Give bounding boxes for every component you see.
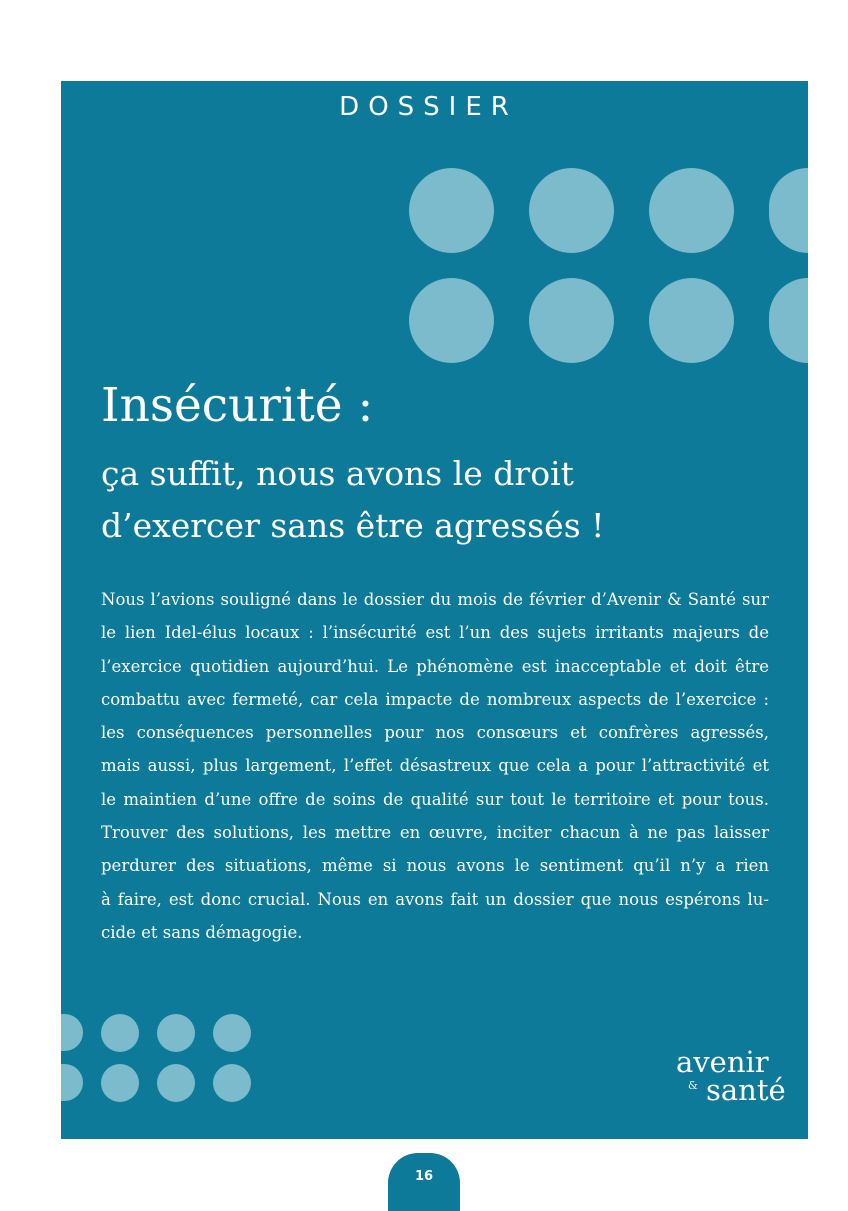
body-line: mais aussi, plus largement, l’effet désastreux que cela a pour l’attractivité et [101,756,769,776]
dot [529,278,614,363]
article-title: Insécurité : [101,378,374,433]
article-subtitle [101,448,604,552]
body-line: le maintien d’une offre de soins de qualité sur tout le territoire et pour tous. [101,789,769,809]
page-number-tab [388,1153,460,1211]
body-line: les conséquences personnelles pour nos consœurs et confrères agressés, [101,723,769,743]
body-line: Nous l’avions souligné dans le dossier du mois de février d’Avenir & Santé sur [101,590,769,609]
subtitle-line: d’exercer sans être agressés ! [101,506,605,545]
body-line: cide et sans démagogie. [101,922,303,942]
dot [529,168,614,253]
body-line: l’exercice quotidien aujourd’hui. Le phénomène est inacceptable et doit être [101,656,769,676]
dot [157,1014,195,1052]
dot [409,168,494,253]
dot [649,168,734,253]
body-line: combattu avec fermeté, car cela impacte de nombreux aspects de l’exercice : [101,689,769,709]
article-body [101,583,769,949]
dot [101,1064,139,1102]
dot [649,278,734,363]
page-number: 16 [414,1169,434,1184]
dot [101,1014,139,1052]
dot [213,1014,251,1052]
body-line: Trouver des solutions, les mettre en œuvre, inciter chacun à ne pas laisser [101,823,769,843]
logo-ampersand: & [688,1079,698,1092]
subtitle-line: ça suffit, nous avons le droit [101,454,574,493]
logo-word-sante: santé [706,1073,786,1107]
body-line: le lien Idel-élus locaux : l’insécurité est l’un des sujets irritants majeurs de [101,623,769,643]
logo-word-avenir: avenir [676,1045,769,1079]
body-line: perdurer des situations, même si nous avons le sentiment qu’il n’y a rien [101,856,769,876]
brand-logo [676,1046,791,1110]
body-line: à faire, est donc crucial. Nous en avons fait un dossier que nous espérons lu- [101,889,769,909]
dot [157,1064,195,1102]
dot [409,278,494,363]
dot [213,1064,251,1102]
section-label: DOSSIER [339,92,518,122]
